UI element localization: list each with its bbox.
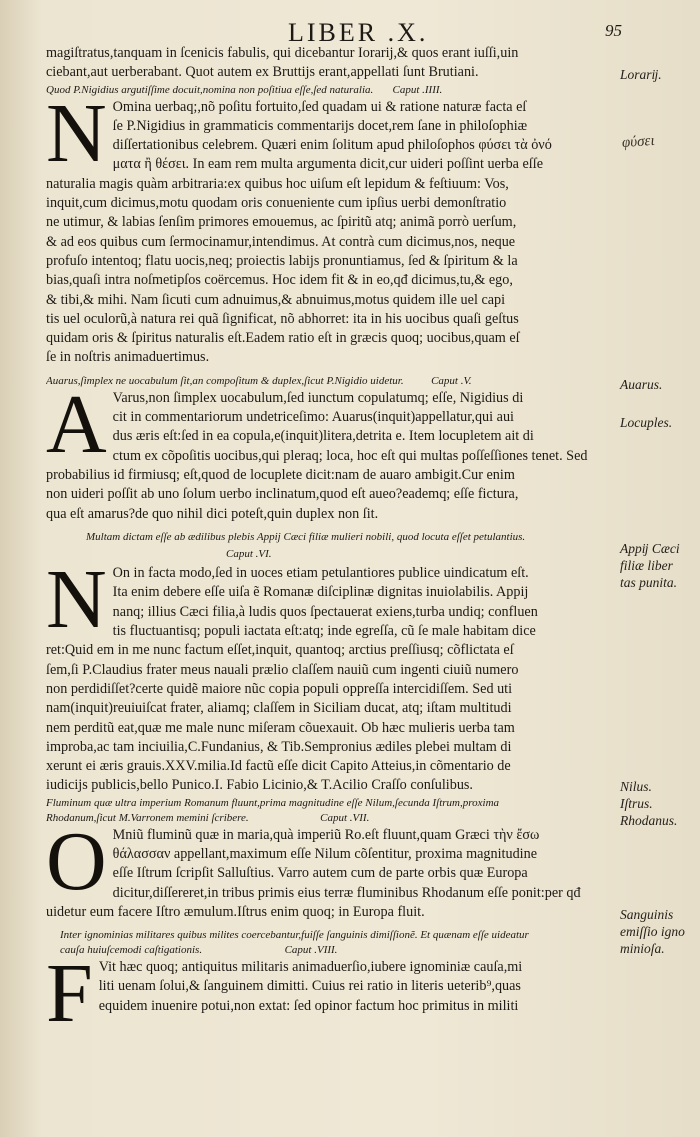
text-line: improba,ac tam inciuilia,C.Fundanius, & Tib.Sempronius ædiles plebei multam di xyxy=(46,738,512,755)
text-line: Varus,non ſimplex uocabulum,ſed iunctum copulatumq; eſſe, Nigidius di xyxy=(112,389,524,406)
text-line: non uideri poſſit ab uno ſolum uerbo inclinatum,quod eſt aueo?eademq; eſſe fictura, xyxy=(46,486,519,503)
margin-note-line: Rhodanus. xyxy=(620,813,678,828)
text-line: ne utimur, & labias ſenſim primores emouemus, ac ſpiritũ atq; animã porrò uerſum, xyxy=(46,214,517,231)
margin-note-lorarii: Lorarĳ. xyxy=(620,67,662,82)
text-line: xerunt ei æris grauis.XXV.milia.Id factũ eſſe dicit Capito Atteius,in cõmentario de xyxy=(46,758,511,775)
chapter-heading: Quod P.Nigidius argutiſſime docuit,nomina non poſitiua eſſe,ſed naturalia. Caput .IIII. xyxy=(46,83,443,96)
text-line: θάλασσαν appellant,maximum eſſe Nilum cõſentitur, proxima magnitudine xyxy=(112,845,538,862)
text-line: nam(inquit)reuiuiſcat frater, aliamq; claſſem in Siciliam ducat, atq; iſtam multitudi xyxy=(46,700,512,717)
text-line: Vit hæc quoq; antiquitus militaris animaduerſio,iubere ignominiæ cauſa,mi xyxy=(98,959,523,976)
text-line: & ad eos quibus cum ſermocinamur,intendimus. At contrà cum dicimus,nos, neque xyxy=(46,233,516,250)
intro-paragraph xyxy=(46,44,616,83)
chapter-heading: Multam dictam eſſe ab ædilibus plebis Appij Cæci filiæ mulieri nobili, quod locuta eſſet petulantius. xyxy=(86,530,526,543)
text-line: & tibi,& mihi. Nam ſicuti cum adnuimus,& abnuimus,motus quidem ille uel capi xyxy=(46,291,506,308)
text-line: ret:Quid em in me nunc factum eſſet,inquit, quantoq; arctius preſſiusq; cõflictata eſ xyxy=(46,642,514,659)
margin-note-auarus: Auarus. xyxy=(620,377,663,392)
text-line: ſe in noſtris animaduertimus. xyxy=(46,349,210,366)
text-line: Mniũ fluminũ quæ in maria,quà imperiũ Ro.eſt fluunt,quam Græci τὴν ἔσω xyxy=(112,826,540,843)
text-line: cit in commentariorum undetriceſimo: Auarus(inquit)appellatur,qui aui xyxy=(112,409,514,426)
text-line: ſe P.Nigidius in grammaticis commentarĳs docet,rem ſane in philoſophiæ xyxy=(112,117,528,134)
text-line: quidam oris & ſpiritus naturalis eſt.Eadem ratio eſt in græcis quoq; uocibus,quam eſ xyxy=(46,330,520,347)
margin-note-line: Iſtrus. xyxy=(620,796,653,811)
main-text-column xyxy=(46,44,616,1041)
margin-note-line: Sanguinis xyxy=(620,907,674,922)
book-title: LIBER .X. xyxy=(288,18,429,47)
chapter-section xyxy=(46,530,616,796)
text-line: liti uenam ſolui,& ſanguinem dimitti. Cuius rei ratio in literis ueterib⁹,quas xyxy=(98,978,521,995)
text-line: inquit,cum dicimus,motu quodam oris conueniente cum ipſius uerbi demonſtratio xyxy=(46,195,507,212)
text-line: naturalia magis quàm arbitraria:ex quibus hoc uiſum eſt lepidum & feſtiuum: Vos, xyxy=(46,175,509,192)
chapter-heading: Rhodanum,ſicut M.Varronem memini ſcribere. Caput .VII. xyxy=(46,811,370,824)
margin-note-line: emiſſio igno xyxy=(620,924,685,939)
text-line: dicitur,diſſereret,in tribus primis eius terræ fluminibus Rhodanum eſſe ponit:per qđ xyxy=(112,884,581,901)
text-line: ciebant,aut uerberabant. Quot autem ex Bruttĳs erant,appellati ſunt Brutiani. xyxy=(46,64,479,81)
text-line: profuſo intentoq; flatu uocis,neq; proiectis labĳs pronuntiamus, ſed & ſpiritum & la xyxy=(46,252,518,269)
margin-note-line: filiæ liber xyxy=(620,558,673,573)
text-line: iudicĳs publicis,bello Punico.I. Fabio Licinio,& T.Acilio Craſſo conſulibus. xyxy=(46,777,473,794)
text-line: ματα ἢ θέσει. In eam rem multa argumenta dicit,cur uideri poſſint uerba eſſe xyxy=(112,156,543,173)
text-line: eſſe Iſtrum ſcripſit Salluſtius. Varro autem cum de parte orbis quæ Europa xyxy=(112,865,528,882)
text-line: magiſtratus,tanquam in ſcenicis fabulis, qui dicebantur Iorarĳ,& quos erant iuſſi,uin xyxy=(46,45,519,61)
margin-note-line: minioſa. xyxy=(620,941,665,956)
chapter-section xyxy=(46,796,616,922)
chapter-heading: Inter ignominias militares quibus milites coercebantur,fuiſſe ſanguinis dimiſſionẽ. Et quænam eſſe uideatur xyxy=(60,929,529,942)
handwritten-annotation: φύσει xyxy=(621,132,656,152)
text-line: Ita enim debere eſſe uiſa ẽ Romanæ diſciplinæ dignitas inuiolabilis. Appĳ xyxy=(112,584,529,601)
chapter-section xyxy=(46,374,616,524)
margin-note-line: Appĳ Cæci xyxy=(620,541,680,556)
margin-note-rivers xyxy=(620,778,696,829)
text-line: equidem inuenire potui,non extat: ſed opinor factum hoc primitus in militi xyxy=(98,997,519,1014)
chapter-heading: Fluminum quæ ultra imperium Romanum fluunt,prima magnitudine eſſe Nilum,ſecunda Iſtrum,proxima xyxy=(46,796,500,809)
page-number: 95 xyxy=(605,21,622,40)
chapter-heading: cauſa huiuſcemodi caſtigationis. Caput .VIII. xyxy=(60,944,338,957)
margin-note-line: tas punita. xyxy=(620,575,678,590)
text-line: dus æris eſt:ſed in ea copula,e(inquit)litera,detrita e. Item locupletem ait di xyxy=(112,428,534,445)
chapter-section xyxy=(46,83,616,368)
text-line: On in facta modo,ſed in uoces etiam petulantiores publice uindicatum eſt. xyxy=(112,565,529,582)
text-line: non perdidiſſet?certe quidẽ maiore nũc copia populi oppreſſa intercidiſſem. Sed uti xyxy=(46,680,513,697)
drop-capital: O xyxy=(46,814,107,908)
text-line: uidetur eum facere Iſtro æmulum.Iſtrus enim quoq; in Europa fluit. xyxy=(46,903,425,920)
chapter-heading: Auarus,ſimplex ne uocabulum ſit,an compoſitum & duplex,ſicut P.Nigidio uidetur. Caput .V. xyxy=(46,374,472,387)
drop-capital: F xyxy=(46,947,93,1041)
margin-note-locuples: Locuples. xyxy=(620,415,673,430)
text-line: diſſertationibus celebrem. Quæri enim ſolitum apud philoſophos φύσει τὰ ὀνό xyxy=(112,137,552,154)
chapter-text xyxy=(46,958,616,1016)
chapter-section xyxy=(46,928,616,1041)
drop-capital: N xyxy=(46,86,107,180)
margin-note-appii xyxy=(620,540,696,591)
text-line: nanq; illius Cæci filia,à ludis quos ſpectauerat exiens,turba undiq; confluen xyxy=(112,603,538,620)
margin-note-sanguinis xyxy=(620,906,696,957)
chapter-number: Caput .VI. xyxy=(226,547,272,560)
text-line: nem perditũ eat,quæ me male nunc miſeram cõuexauit. Ob hæc mulieris uerba tam xyxy=(46,719,515,736)
drop-capital: A xyxy=(46,377,107,471)
margin-note-line: Nilus. xyxy=(620,779,652,794)
text-line: ctum ex cõpoſitis uocibus,qui pleraq; loca, hoc eſt qui multas poſſeſſiones tenet. Sed xyxy=(112,447,588,464)
text-line: tis uel oculorũ,à natura rei quã ſignificat, nõ abhorret: ita in his uocibus quaſi geſtus xyxy=(46,310,519,327)
text-line: probabilius id firmiusq; eſt,quod de locuplete dicit:nam de auaro ambigit.Cur enim xyxy=(46,466,515,483)
drop-capital: N xyxy=(46,553,107,647)
text-line: ſem,ſi P.Claudius frater meus nauali prælio claſſem nauiũ cum ingenti ciuiũ numero xyxy=(46,661,519,678)
text-line: qua eſt amarus?de quo nihil dici poteſt,quin duplex non ſit. xyxy=(46,505,379,522)
text-line: Omina uerbaq;,nõ poſitu fortuito,ſed quadam ui & ratione naturæ facta eſ xyxy=(112,98,527,115)
text-line: bias,quaſi intra noſmetipſos coërcemus. Hoc idem fit & in eo,qđ dicimus,tu,& ego, xyxy=(46,272,513,289)
text-line: tis fluctuantisq; populi iactata eſt:atq; inde egreſſa, cũ ſe male habitam dice xyxy=(112,623,536,640)
